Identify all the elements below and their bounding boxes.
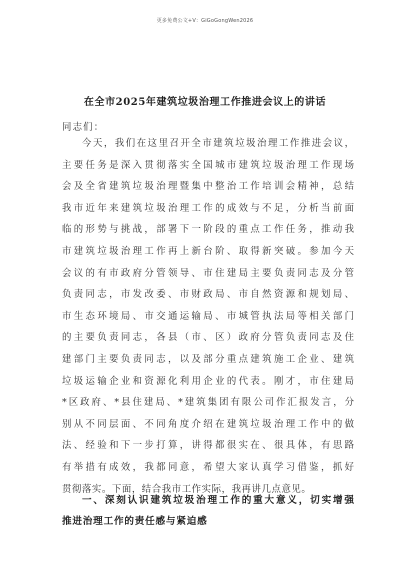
body-paragraph [62,133,354,500]
paragraph-line: 临的形势与挑战，部署下一阶段的重点工作任务，推动我 [62,224,354,236]
paragraph-line: 主要任务是深入贯彻落实全国城市建筑垃圾治理工作现场 [62,159,354,171]
paragraph-line: 今天，我们在这里召开全市建筑垃圾治理工作推进会议， [82,138,354,149]
paragraph-line: 垃圾运输企业和资源化利用企业的代表。刚才，市住建局 [62,375,354,387]
paragraph-line: 有举措有成效，我都同意，希望大家认真学习借鉴，抓好 [62,461,354,473]
paragraph-line: 建部门主要负责同志，以及部分重点建筑施工企业、建筑 [62,353,354,365]
paragraph-line: 的主要负责同志，各县（市、区）政府分管负责同志及住 [62,332,354,344]
paragraph-line: 会及全省建筑垃圾治理暨集中整治工作培训会精神，总结 [62,181,354,193]
paragraph-line: 市生态环境局、市交通运输局、市城管执法局等相关部门 [62,310,354,322]
salutation: 同志们： [62,122,105,133]
paragraph-line: *区政府、*县住建局、*建筑集团有限公司作汇报发言，分 [62,397,354,409]
header-note: 更多免费公文+V：GiGoGongWen2026 [156,18,254,24]
paragraph-line: 法、经验和下一步打算，讲得都很实在、很具体，有思路 [62,440,354,452]
paragraph-line: 别从不同层面、不同角度介绍在建筑垃圾治理工作中的做 [62,418,354,430]
section-heading-line: 一、深刻认识建筑垃圾治理工作的重大意义，切实增强 [82,495,354,506]
paragraph-line: 我市近年来建筑垃圾治理工作的成效与不足，分析当前面 [62,202,354,214]
paragraph-line: 负责同志，市发改委、市财政局、市自然资源和规划局、 [62,289,354,301]
paragraph-line: 贯彻落实。下面，结合我市工作实际，我再讲几点意见。 [62,483,312,495]
section-heading [62,490,354,532]
section-heading-line: 推进治理工作的责任感与紧迫感 [62,516,208,527]
document-title: 在全市2025年建筑垃圾治理工作推进会议上的讲话 [83,97,327,108]
paragraph-line: 会议的有市政府分管领导、市住建局主要负责同志及分管 [62,267,354,279]
paragraph-line: 市建筑垃圾治理工作再上新台阶、取得新突破。参加今天 [62,245,354,257]
